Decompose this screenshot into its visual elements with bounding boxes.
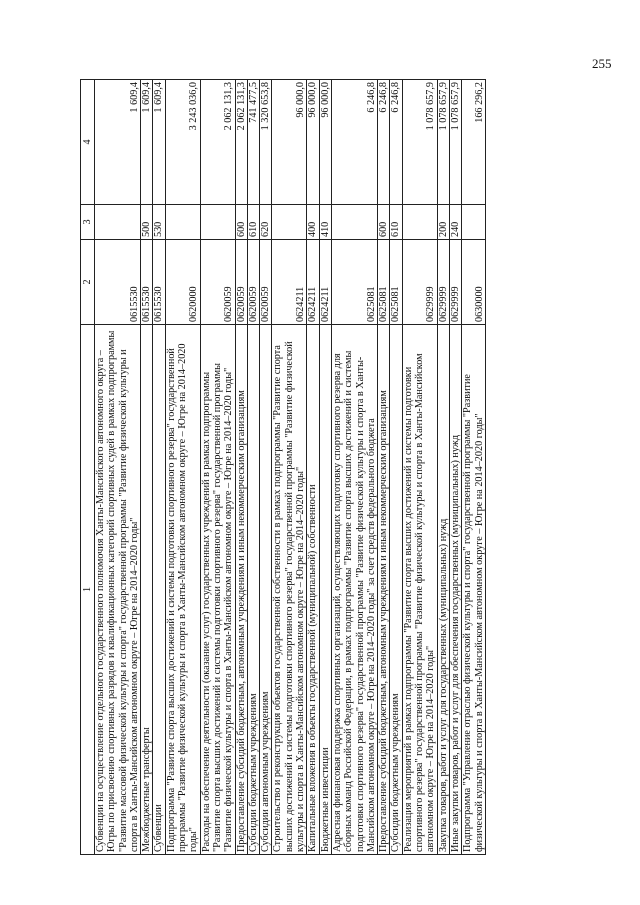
row-target-code: 0615530 (95, 240, 141, 325)
table-row (437, 80, 449, 855)
table-row (141, 80, 153, 855)
row-expense-type: 240 (449, 205, 461, 240)
row-expense-type: 200 (437, 205, 449, 240)
table-row (319, 80, 331, 855)
row-amount: 2 062 131,3 (235, 80, 247, 205)
row-amount: 3 243 036,0 (165, 80, 200, 205)
row-expense-type (331, 205, 377, 240)
row-expense-type: 610 (390, 205, 402, 240)
row-amount: 1 320 653,8 (260, 80, 272, 205)
row-description: Субсидии бюджетным учреждениям (390, 325, 402, 855)
page-number: 255 (592, 56, 612, 71)
row-amount: 2 062 131,3 (200, 80, 235, 205)
header-col-3: 3 (81, 205, 95, 240)
row-description: Субсидии автономным учреждениям (260, 325, 272, 855)
table-row (247, 80, 259, 855)
row-amount: 6 246,8 (331, 80, 377, 205)
row-target-code: 0620059 (235, 240, 247, 325)
row-description: Подпрограмма "Управление отраслью физической культуры и спорта" государственной программы "Развитие физической культуры и спорта в Ханты-Мансийском автономном округе – Югре на 2014–2020 годы" (462, 325, 486, 855)
table-row (153, 80, 165, 855)
row-target-code: 0620059 (260, 240, 272, 325)
row-amount: 6 246,8 (390, 80, 402, 205)
row-expense-type (95, 205, 141, 240)
row-description: Предоставление субсидий бюджетным, автономным учреждениям и иным некоммерческим организациям (378, 325, 390, 855)
row-expense-type: 400 (307, 205, 319, 240)
row-expense-type: 610 (247, 205, 259, 240)
row-amount: 1 078 657,9 (449, 80, 461, 205)
row-expense-type: 410 (319, 205, 331, 240)
row-description: Адресная финансовая поддержка спортивных организаций, осуществляющих подготовку спортивного резерва для сборных команд Российской Федерации, в рамках подпрограммы "Развитие спорта высших достижений и системы подготовки спортивного резерва" государственной программы "Развитие физической культуры и спорта в Ханты-Мансийском автономном округе – Югре на 2014–2020 годы" за счет средств федерального бюджета (331, 325, 377, 855)
table-row (378, 80, 390, 855)
header-col-1: 1 (81, 325, 95, 855)
header-col-4: 4 (81, 80, 95, 205)
budget-table (80, 79, 486, 855)
row-amount: 1 078 657,9 (402, 80, 437, 205)
row-amount: 1 609,4 (153, 80, 165, 205)
table-row (390, 80, 402, 855)
header-row (81, 80, 95, 855)
row-target-code: 0629999 (437, 240, 449, 325)
rotated-page (80, 80, 628, 855)
row-amount: 6 246,8 (378, 80, 390, 205)
row-expense-type: 600 (235, 205, 247, 240)
row-description: Бюджетные инвестиции (319, 325, 331, 855)
row-amount: 96 000,0 (307, 80, 319, 205)
row-target-code: 0624211 (319, 240, 331, 325)
row-amount: 166 296,2 (462, 80, 486, 205)
row-expense-type (462, 205, 486, 240)
row-target-code: 0630000 (462, 240, 486, 325)
row-description: Закупка товаров, работ и услуг для государственных (муниципальных) нужд (437, 325, 449, 855)
row-description: Субвенции (153, 325, 165, 855)
row-target-code: 0625081 (378, 240, 390, 325)
row-description: Субвенции на осуществление отдельного государственного полномочия Ханты-Мансийского автономного округа – Югры по присвоению спортивных разрядов и квалификационных категорий спортивных судей в рамках подпрограммы "Развитие массовой физической культуры и спорта" государственной программы "Развитие физической культуры и спорта в Ханты-Мансийском автономном округе – Югре на 2014–2020 годы" (95, 325, 141, 855)
row-description: Субсидии бюджетным учреждениям (247, 325, 259, 855)
table-row (95, 80, 141, 855)
row-expense-type: 530 (153, 205, 165, 240)
table-row (462, 80, 486, 855)
row-amount: 1 078 657,9 (437, 80, 449, 205)
row-target-code: 0629999 (449, 240, 461, 325)
row-target-code: 0620059 (247, 240, 259, 325)
row-description: Капитальные вложения в объекты государственной (муниципальной) собственности (307, 325, 319, 855)
table-row (449, 80, 461, 855)
row-expense-type: 600 (378, 205, 390, 240)
row-target-code: 0625081 (331, 240, 377, 325)
header-col-2: 2 (81, 240, 95, 325)
row-expense-type (272, 205, 307, 240)
row-description: Реализация мероприятий в рамках подпрограммы "Развитие спорта высших достижений и системы подготовки спортивного резерва" государственной программы "Развитие физической культуры и спорта в Ханты-Мансийском автономном округе – Югре на 2014–2020 годы" (402, 325, 437, 855)
row-description: Предоставление субсидий бюджетным, автономным учреждениям и иным некоммерческим организациям (235, 325, 247, 855)
row-description: Строительство и реконструкция объектов государственной собственности в рамках подпрограммы "Развитие спорта высших достижений и системы подготовки спортивного резерва" государственной программы "Развитие физической культуры и спорта в Ханты-Мансийском автономном округе – Югре на 2014–2020 годы" (272, 325, 307, 855)
row-expense-type (200, 205, 235, 240)
row-target-code: 0624211 (272, 240, 307, 325)
row-target-code: 0620000 (165, 240, 200, 325)
row-expense-type: 620 (260, 205, 272, 240)
row-target-code: 0620059 (200, 240, 235, 325)
table-row (165, 80, 200, 855)
row-target-code: 0629999 (402, 240, 437, 325)
row-target-code: 0615530 (153, 240, 165, 325)
row-amount: 741 477,5 (247, 80, 259, 205)
table-row (331, 80, 377, 855)
table-row (307, 80, 319, 855)
row-expense-type (402, 205, 437, 240)
table-row (260, 80, 272, 855)
row-target-code: 0615530 (141, 240, 153, 325)
table-row (402, 80, 437, 855)
row-amount: 1 609,4 (95, 80, 141, 205)
row-amount: 96 000,0 (272, 80, 307, 205)
row-expense-type (165, 205, 200, 240)
row-target-code: 0625081 (390, 240, 402, 325)
row-amount: 96 000,0 (319, 80, 331, 205)
table-row (200, 80, 235, 855)
table-row (272, 80, 307, 855)
row-target-code: 0624211 (307, 240, 319, 325)
row-expense-type: 500 (141, 205, 153, 240)
row-amount: 1 609,4 (141, 80, 153, 205)
row-description: Межбюджетные трансферты (141, 325, 153, 855)
table-row (235, 80, 247, 855)
row-description: Подпрограмма "Развитие спорта высших достижений и системы подготовки спортивного резерва" государственной программы "Развитие физической культуры и спорта в Ханты-Мансийском автономном округе – Югре на 2014–2020 годы" (165, 325, 200, 855)
row-description: Расходы на обеспечение деятельности (оказание услуг) государственных учреждений в рамках подпрограммы "Развитие спорта высших достижений и системы подготовки спортивного резерва" государственной программы "Развитие физической культуры и спорта в Ханты-Мансийском автономном округе – Югре на 2014–2020 годы" (200, 325, 235, 855)
row-description: Иные закупки товаров, работ и услуг для обеспечения государственных (муниципальных) нужд (449, 325, 461, 855)
